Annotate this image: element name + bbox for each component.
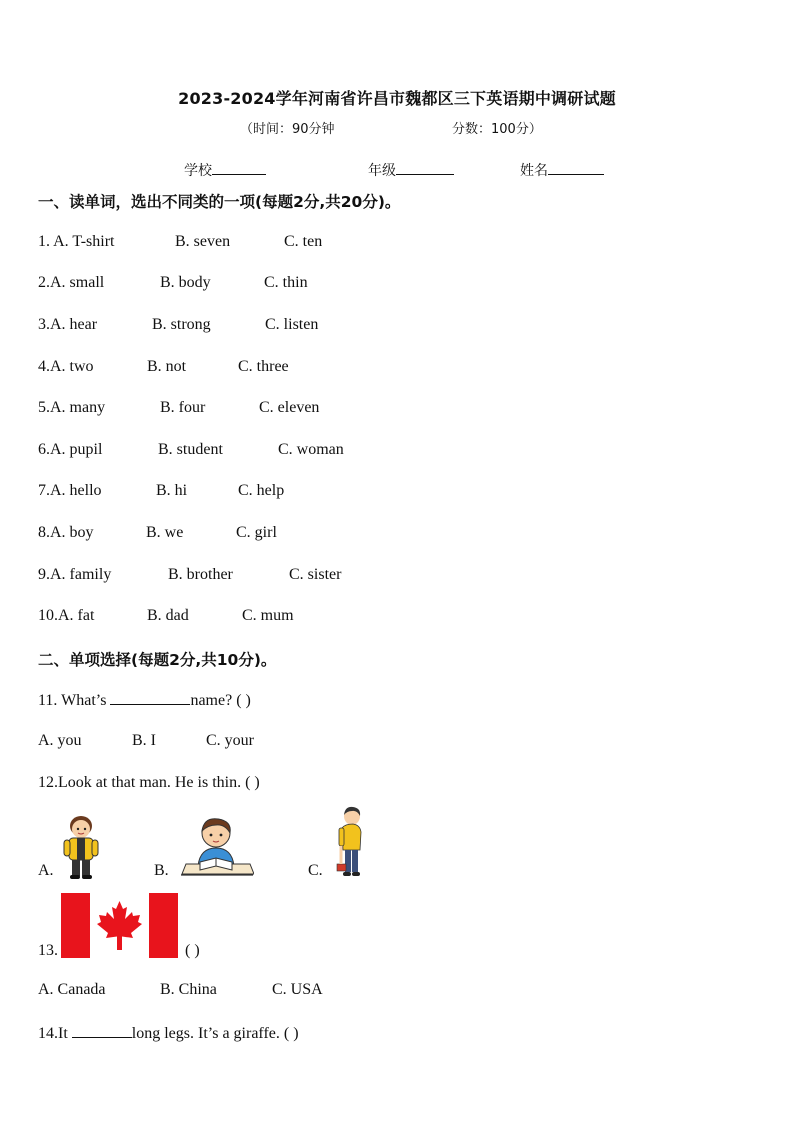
school-label: 学校: [184, 163, 212, 179]
q4-option-b: B. not: [147, 358, 187, 375]
q1-option-c: C. ten: [284, 233, 323, 250]
question-13-options: [38, 981, 438, 1003]
q13-option-b: B. China: [160, 981, 217, 998]
question-14: [38, 1023, 299, 1043]
question-11-options: [38, 732, 438, 754]
question-4: [38, 358, 438, 380]
q10-option-a: 10.A. fat: [38, 607, 95, 624]
q12-label-c: C.: [308, 862, 323, 879]
q11-stem-start: 11. What’s: [38, 692, 111, 709]
q11-stem-end: name? ( ): [190, 692, 251, 709]
q13-option-a: A. Canada: [38, 981, 106, 998]
grade-field[interactable]: [368, 160, 454, 180]
question-6: [38, 441, 438, 463]
question-8: [38, 524, 438, 546]
q5-option-c: C. eleven: [259, 399, 320, 416]
q1-option-a: 1. A. T-shirt: [38, 233, 115, 250]
q13-option-c: C. USA: [272, 981, 323, 998]
q13-number: 13.: [38, 942, 58, 959]
q6-option-b: B. student: [158, 441, 223, 458]
q11-option-b: B. I: [132, 732, 156, 749]
q4-option-a: 4.A. two: [38, 358, 94, 375]
q5-option-b: B. four: [160, 399, 206, 416]
q7-option-b: B. hi: [156, 482, 188, 499]
question-3: [38, 316, 438, 338]
q10-option-b: B. dad: [147, 607, 189, 624]
question-12: 12.Look at that man. He is thin. ( ): [38, 774, 260, 791]
exam-score: 分数：100分）: [452, 122, 542, 137]
canada-flag-picture: [61, 893, 178, 958]
q3-option-a: 3.A. hear: [38, 316, 98, 333]
q7-option-a: 7.A. hello: [38, 482, 102, 499]
boy-reading-book-picture: [180, 816, 254, 878]
boy-yellow-jacket-picture: [60, 814, 102, 880]
school-field[interactable]: [184, 160, 266, 180]
question-10: [38, 607, 438, 629]
school-blank[interactable]: [212, 160, 266, 175]
q6-option-c: C. woman: [278, 441, 344, 458]
q2-option-b: B. body: [160, 274, 211, 291]
q12-label-a: A.: [38, 862, 54, 879]
q9-option-b: B. brother: [168, 566, 233, 583]
boy-yellow-shirt-picture: [333, 806, 367, 880]
q11-option-c: C. your: [206, 732, 254, 749]
q2-option-c: C. thin: [264, 274, 308, 291]
name-blank[interactable]: [548, 160, 604, 175]
q5-option-a: 5.A. many: [38, 399, 106, 416]
q3-option-b: B. strong: [152, 316, 211, 333]
q14-blank[interactable]: [72, 1023, 132, 1038]
q11-option-a: A. you: [38, 732, 82, 749]
section-1-title: 一、读单词，选出不同类的一项(每题2分,共20分)。: [38, 193, 401, 211]
q14-stem-start: 14.It: [38, 1025, 72, 1042]
question-2: [38, 274, 438, 296]
question-5: [38, 399, 438, 421]
q8-option-b: B. we: [146, 524, 184, 541]
q14-stem-end: long legs. It’s a giraffe. ( ): [131, 1025, 299, 1042]
page-title: 2023-2024学年河南省许昌市魏都区三下英语期中调研试题: [178, 89, 616, 108]
section-2-title: 二、单项选择(每题2分,共10分)。: [38, 651, 277, 669]
q4-option-c: C. three: [238, 358, 289, 375]
q1-option-b: B. seven: [175, 233, 231, 250]
q8-option-a: 8.A. boy: [38, 524, 94, 541]
grade-label: 年级: [368, 163, 396, 179]
question-1: [38, 233, 438, 255]
question-7: [38, 482, 438, 504]
name-field[interactable]: [520, 160, 604, 180]
q11-blank[interactable]: [110, 690, 190, 705]
q6-option-a: 6.A. pupil: [38, 441, 103, 458]
name-label: 姓名: [520, 163, 548, 179]
q10-option-c: C. mum: [242, 607, 294, 624]
q13-answer-paren[interactable]: ( ): [185, 942, 200, 959]
q3-option-c: C. listen: [265, 316, 319, 333]
q8-option-c: C. girl: [236, 524, 277, 541]
q9-option-a: 9.A. family: [38, 566, 112, 583]
exam-time: （时间：90分钟: [240, 122, 335, 137]
q9-option-c: C. sister: [289, 566, 342, 583]
question-9: [38, 566, 438, 588]
q12-label-b: B.: [154, 862, 169, 879]
question-11: [38, 690, 251, 710]
q2-option-a: 2.A. small: [38, 274, 105, 291]
q7-option-c: C. help: [238, 482, 285, 499]
grade-blank[interactable]: [396, 160, 454, 175]
